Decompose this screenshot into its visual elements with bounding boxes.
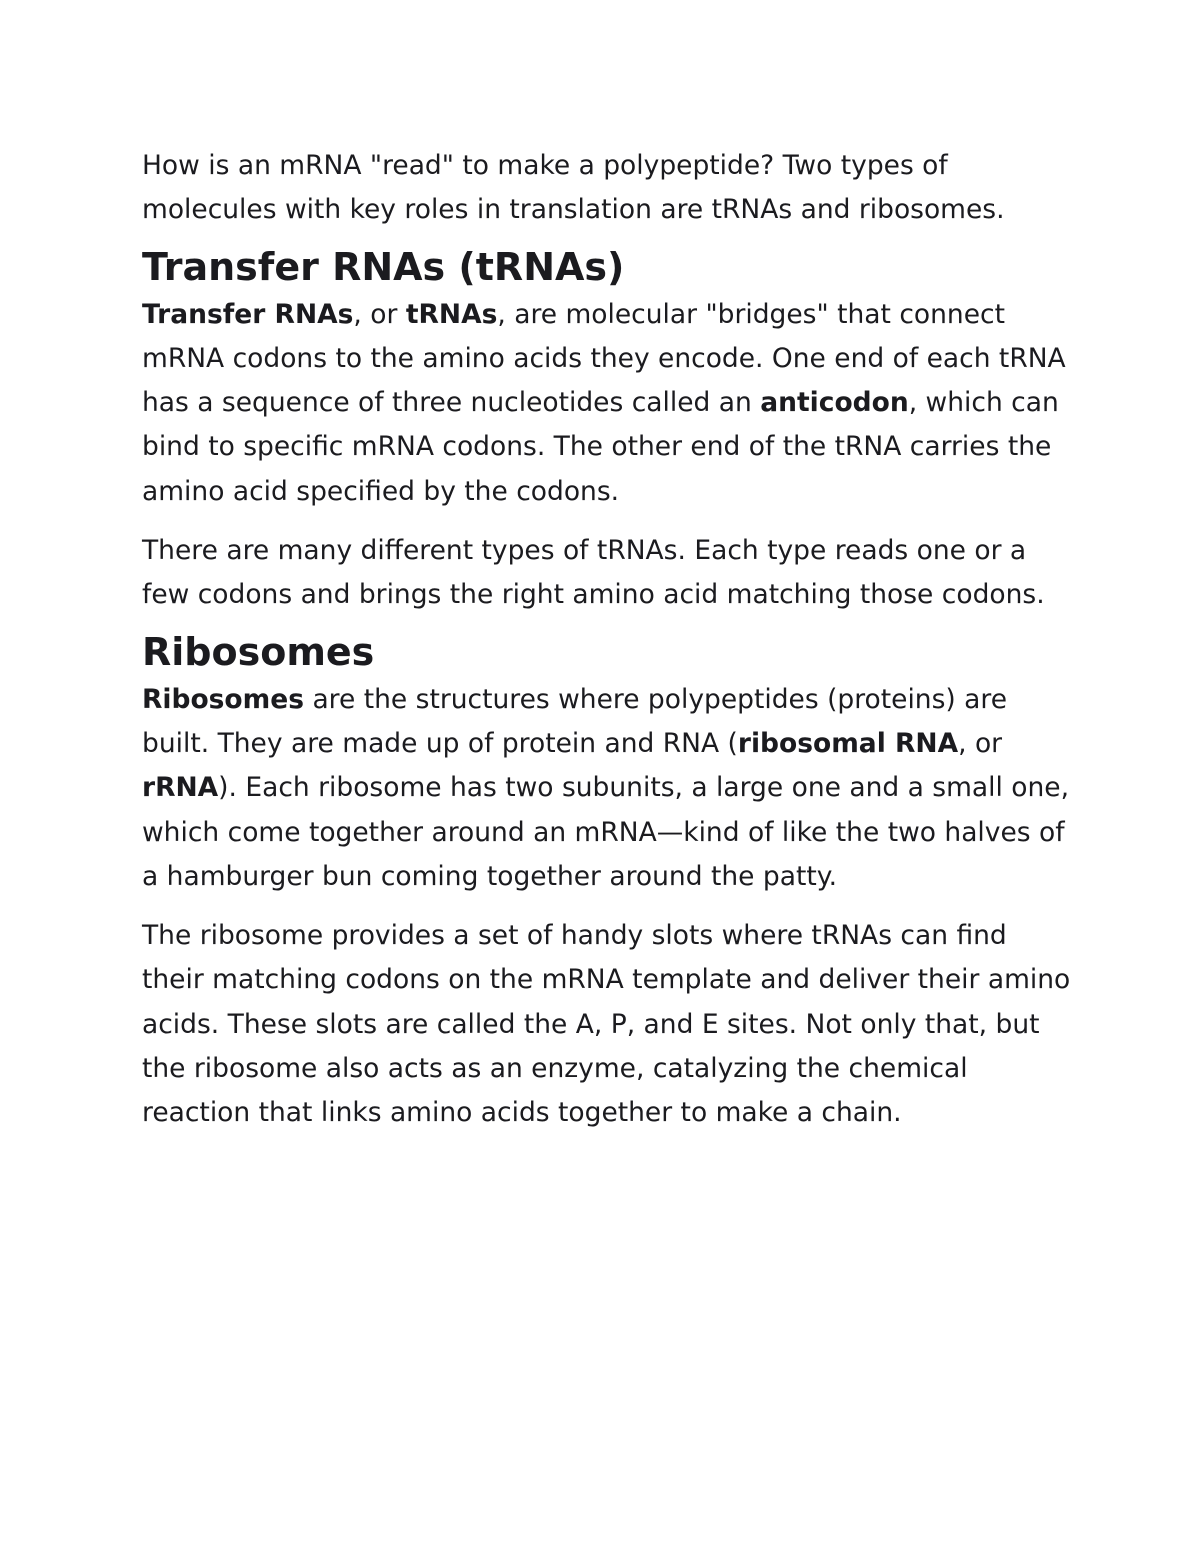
intro-paragraph: How is an mRNA "read" to make a polypeptide? Two types of molecules with key roles in translation are tRNAs and ribosomes. <box>142 150 1005 226</box>
trna-paragraph-1 <box>142 293 1072 514</box>
term-transfer-rnas: Transfer RNAs <box>142 298 354 330</box>
trna-text-3: , which can bind to specific mRNA codons. The other end of the tRNA carries the amino acid specified by the codons. <box>142 387 1059 507</box>
ribosome-paragraph-1 <box>142 678 1072 899</box>
term-rrna: rRNA <box>142 772 219 804</box>
ribosome-text-2: , or <box>958 727 1003 759</box>
ribosome-paragraph-2: The ribosome provides a set of handy slots where tRNAs can find their matching codons on the mRNA template and deliver their amino acids. These slots are called the A, P, and E sites. Not only that, but the ribosome also acts as an enzyme, catalyzing the chemical reaction that links amino acids together to make a chain. <box>142 920 1071 1129</box>
term-trnas: tRNAs <box>405 298 498 330</box>
term-ribosomes: Ribosomes <box>142 683 305 715</box>
term-anticodon: anticodon <box>760 387 909 419</box>
ribosomes-heading: Ribosomes <box>142 629 375 674</box>
term-ribosomal-rna: ribosomal RNA <box>737 727 959 759</box>
trna-text-1: , or <box>353 298 406 330</box>
ribosome-text-1: are the structures where polypeptides (proteins) are built. They are made up of protein and RNA ( <box>142 683 1008 759</box>
document-page <box>142 144 1072 1136</box>
trna-paragraph-2: There are many different types of tRNAs. Each type reads one or a few codons and brings the right amino acid matching those codons. <box>142 535 1045 611</box>
trna-heading: Transfer RNAs (tRNAs) <box>142 244 625 289</box>
trna-text-2: , are molecular "bridges" that connect mRNA codons to the amino acids they encode. One end of each tRNA has a sequence of three nucleotides called an <box>142 298 1066 419</box>
ribosome-text-3: ). Each ribosome has two subunits, a large one and a small one, which come together around an mRNA—kind of like the two halves of a hamburger bun coming together around the patty. <box>142 772 1070 892</box>
